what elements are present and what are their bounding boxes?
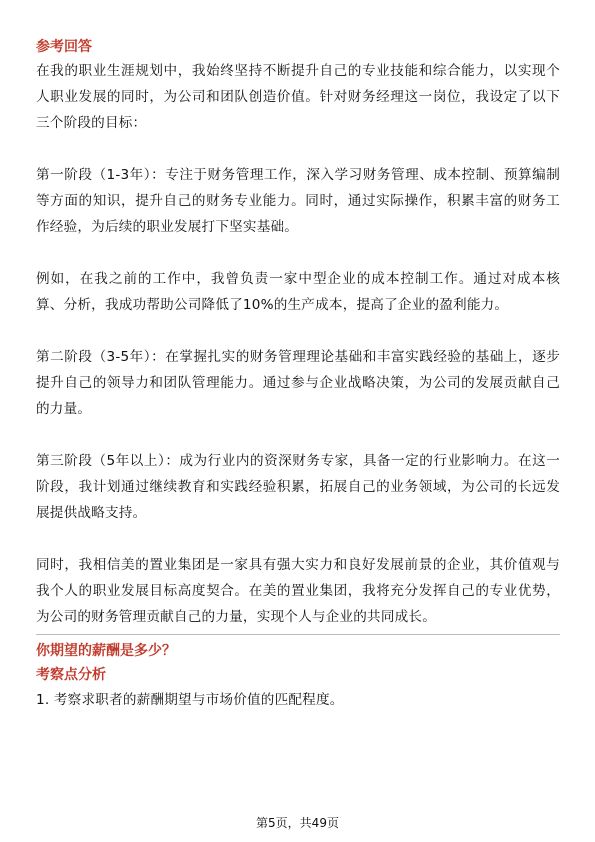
- paragraph-intro: 在我的职业生涯规划中，我始终坚持不断提升自己的专业技能和综合能力，以实现个人职业发展的同时，为公司和团队创造价值。针对财务经理这一岗位，我设定了以下三个阶段的目标：: [36, 63, 560, 131]
- paragraph-gap: [36, 318, 560, 344]
- paragraph-gap: [36, 422, 560, 448]
- section-divider: [36, 634, 560, 635]
- analysis-point: 1. 考察求职者的薪酬期望与市场价值的匹配程度。: [36, 692, 344, 708]
- paragraph-gap: [36, 240, 560, 266]
- paragraph-stage-one: 第一阶段（1-3年）：专注于财务管理工作，深入学习财务管理、成本控制、预算编制等方面的知识，提升自己的财务专业能力。同时，通过实际操作，积累丰富的财务工作经验，为后续的职业发展打下坚实基础。: [36, 167, 560, 235]
- document-page: [36, 36, 560, 713]
- paragraph-gap: [36, 136, 560, 162]
- paragraph-conclusion: 同时，我相信美的置业集团是一家具有强大实力和良好发展前景的企业，其价值观与我个人的职业发展目标高度契合。在美的置业集团，我将充分发挥自己的专业优势，为公司的财务管理贡献自己的力量，实现个人与企业的共同成长。: [36, 557, 560, 625]
- page-footer: 第5页，共49页: [256, 816, 339, 830]
- paragraph-example: 例如，在我之前的工作中，我曾负责一家中型企业的成本控制工作。通过对成本核算、分析，我成功帮助公司降低了10%的生产成本，提高了企业的盈利能力。: [36, 271, 560, 313]
- question-title: 你期望的薪酬是多少？: [36, 643, 176, 659]
- analysis-heading: 考察点分析: [36, 667, 106, 683]
- answer-heading: 参考回答: [36, 39, 92, 55]
- paragraph-stage-three: 第三阶段（5年以上）：成为行业内的资深财务专家，具备一定的行业影响力。在这一阶段，我计划通过继续教育和实践经验积累，拓展自己的业务领域，为公司的长远发展提供战略支持。: [36, 453, 560, 521]
- paragraph-gap: [36, 526, 560, 552]
- paragraph-stage-two: 第二阶段（3-5年）：在掌握扎实的财务管理理论基础和丰富实践经验的基础上，逐步提升自己的领导力和团队管理能力。通过参与企业战略决策，为公司的发展贡献自己的力量。: [36, 349, 560, 417]
